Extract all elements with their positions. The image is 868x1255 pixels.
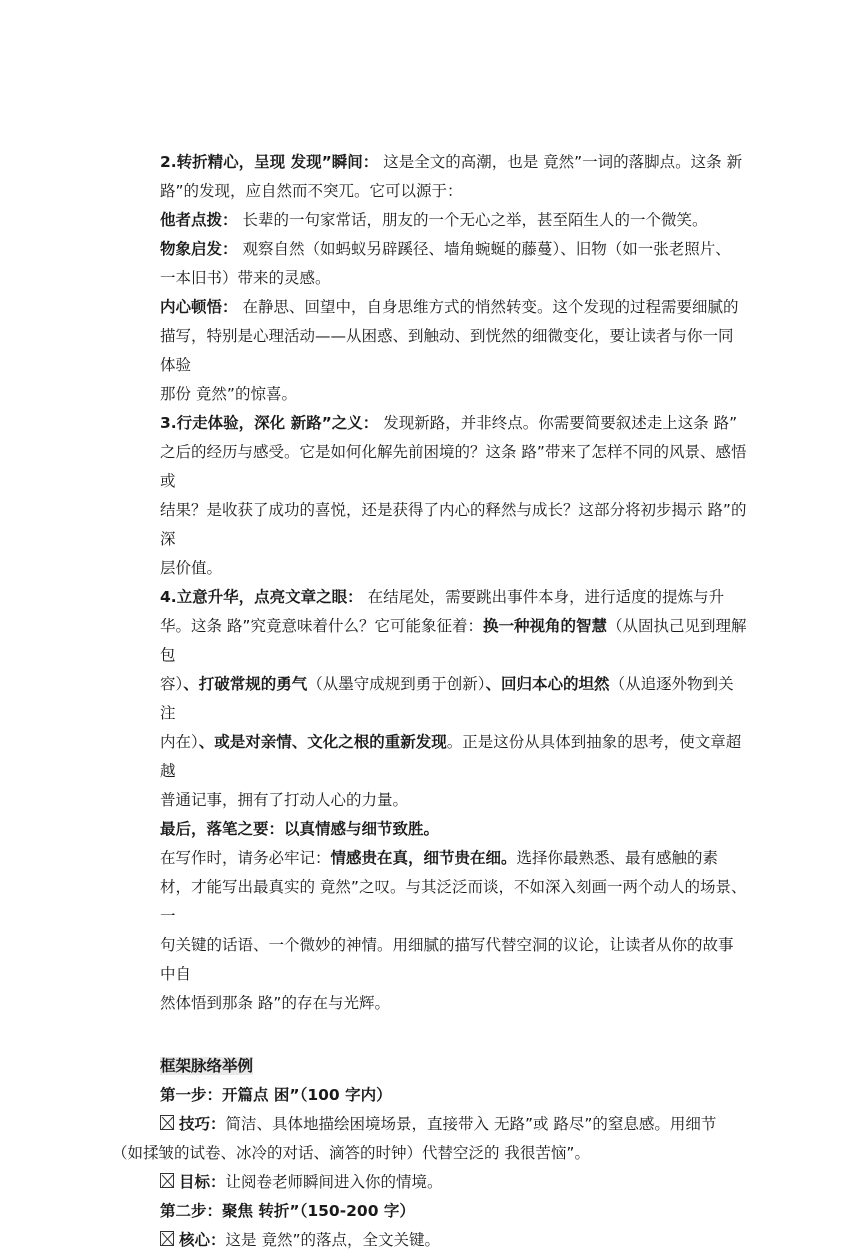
checkbox-placeholder-icon [160, 1231, 174, 1246]
paragraph-theme-elevation: 4.立意升华，点亮文章之眼： 在结尾处，需要跳出事件本身，进行适度的提炼与升 [160, 588, 725, 606]
paragraph-line: 结果？是收获了成功的喜悦，还是获得了内心的释然与成长？这部分将初步揭示 路”的深 [160, 501, 747, 548]
paragraph-writing-advice: 在写作时，请务必牢记：情感贵在真，细节贵在细。选择你最熟悉、最有感触的素 [160, 849, 719, 867]
paragraph-line: 内在）、或是对亲情、文化之根的重新发现。正是这份从具体到抽象的思考，使文章超越 [160, 733, 742, 780]
step-one-heading: 第一步：开篇点 困”（100 字内） [160, 1086, 392, 1104]
tip-item: 技巧：简洁、具体地描绘困境场景，直接带入 无路”或 路尽”的窒息感。用细节 [160, 1110, 748, 1139]
paragraph-line: 材，才能写出最真实的 竟然”之叹。与其泛泛而谈，不如深入刻画一两个动人的场景、一 [160, 878, 747, 925]
paragraph-line: 普通记事，拥有了打动人心的力量。 [160, 791, 409, 809]
paragraph-line: 那份 竟然”的惊喜。 [160, 385, 297, 403]
core-item: 核心：这是 竟然”的落点，全文关键。 [160, 1226, 748, 1255]
paragraph-line: 然体悟到那条 路”的存在与光辉。 [160, 994, 390, 1012]
document-body [112, 148, 748, 1255]
paragraph-inner-insight: 内心顿悟： 在静思、回望中，自身思维方式的悄然转变。这个发现的过程需要细腻的 [160, 298, 739, 316]
step-two-heading: 第二步：聚焦 转折”（150-200 字） [160, 1202, 415, 1220]
section-heading: 2.转折精心，呈现 发现”瞬间： [160, 153, 379, 171]
section-heading: 最后，落笔之要：以真情感与细节致胜。 [160, 820, 440, 838]
paragraph-line: 描写，特别是心理活动——从困惑、到触动、到恍然的细微变化，要让读者与你一同体验 [160, 327, 734, 374]
section-heading: 4.立意升华，点亮文章之眼： [160, 588, 363, 606]
paragraph-line: 容）、打破常规的勇气（从墨守成规到勇于创新）、回归本心的坦然（从追逐外物到关注 [160, 675, 734, 722]
paragraph-line: （如揉皱的试卷、冰冷的对话、滴答的时钟）代替空泛的 我很苦恼”。 [112, 1144, 590, 1162]
checkbox-placeholder-icon [160, 1173, 174, 1188]
paragraph-line: 句关键的话语、一个微妙的神情。用细腻的描写代替空洞的议论，让读者从你的故事中自 [160, 936, 734, 983]
paragraph-others-hint: 他者点拨： 长辈的一句家常话，朋友的一个无心之举，甚至陌生人的一个微笑。 [160, 211, 708, 229]
paragraph-line: 之后的经历与感受。它是如何化解先前困境的？这条 路”带来了怎样不同的风景、感悟或 [160, 443, 747, 490]
paragraph-line: 一本旧书）带来的灵感。 [160, 269, 331, 287]
paragraph-turning-point: 2.转折精心，呈现 发现”瞬间： 这是全文的高潮，也是 竟然”一词的落脚点。这条 新 [160, 153, 743, 171]
paragraph-line: 路”的发现，应自然而不突兀。它可以源于： [160, 182, 463, 200]
framework-title: 框架脉络举例 [160, 1057, 254, 1075]
paragraph-final-heading [160, 815, 748, 844]
checkbox-placeholder-icon [160, 1115, 174, 1130]
paragraph-object-inspiration: 物象启发： 观察自然（如蚂蚁另辟蹊径、墙角蜿蜒的藤蔓）、旧物（如一张老照片、 [160, 240, 731, 258]
paragraph-line: 层价值。 [160, 559, 223, 577]
goal-item: 目标：让阅卷老师瞬间进入你的情境。 [160, 1168, 748, 1197]
paragraph-walk-experience: 3.行走体验，深化 新路”之义： 发现新路，并非终点。你需要简要叙述走上这条 路” [160, 414, 738, 432]
section-heading: 3.行走体验，深化 新路”之义： [160, 414, 379, 432]
paragraph-line: 华。这条 路”究竟意味着什么？它可能象征着：换一种视角的智慧（从固执己见到理解包 [160, 617, 747, 664]
